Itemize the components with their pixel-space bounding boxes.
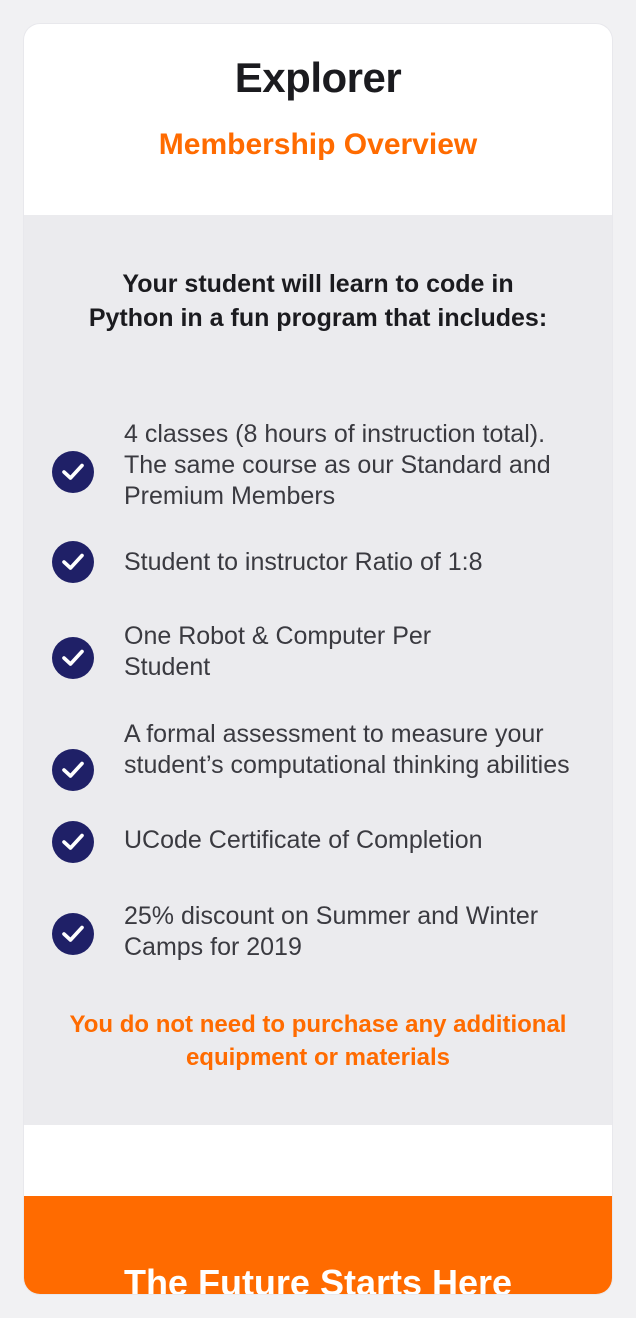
check-circle-icon: [52, 451, 94, 493]
feature-item-text: A formal assessment to measure your student’s computational thinking abilities: [124, 720, 570, 779]
feature-item-text: 25% discount on Summer and Winter Camps for 2019: [124, 902, 539, 961]
equipment-note: You do not need to purchase any additional equipment or materials: [69, 1011, 567, 1071]
check-circle-icon: [52, 913, 94, 955]
feature-item-text: 4 classes (8 hours of instruction total). The same course as our Standard and Premium Members: [124, 420, 551, 510]
check-circle-icon: [52, 541, 94, 583]
feature-item-text: Student to instructor Ratio of 1:8: [124, 548, 483, 576]
features-intro: Your student will learn to code in Python in a fun program that includes:: [88, 270, 548, 332]
cta-label: The Future Starts Here: [123, 1262, 513, 1294]
plan-subtitle: Membership Overview: [158, 128, 478, 161]
check-circle-icon: [52, 637, 94, 679]
check-circle-icon: [52, 749, 94, 791]
features-panel: [24, 215, 612, 1125]
cta-banner[interactable]: [24, 1196, 612, 1294]
card-header: [24, 24, 612, 215]
membership-card: [24, 24, 612, 1294]
feature-item-text: One Robot & Computer Per Student: [124, 622, 432, 681]
check-circle-icon: [52, 821, 94, 863]
feature-item-text: UCode Certificate of Completion: [124, 826, 483, 854]
plan-title: Explorer: [234, 54, 402, 101]
